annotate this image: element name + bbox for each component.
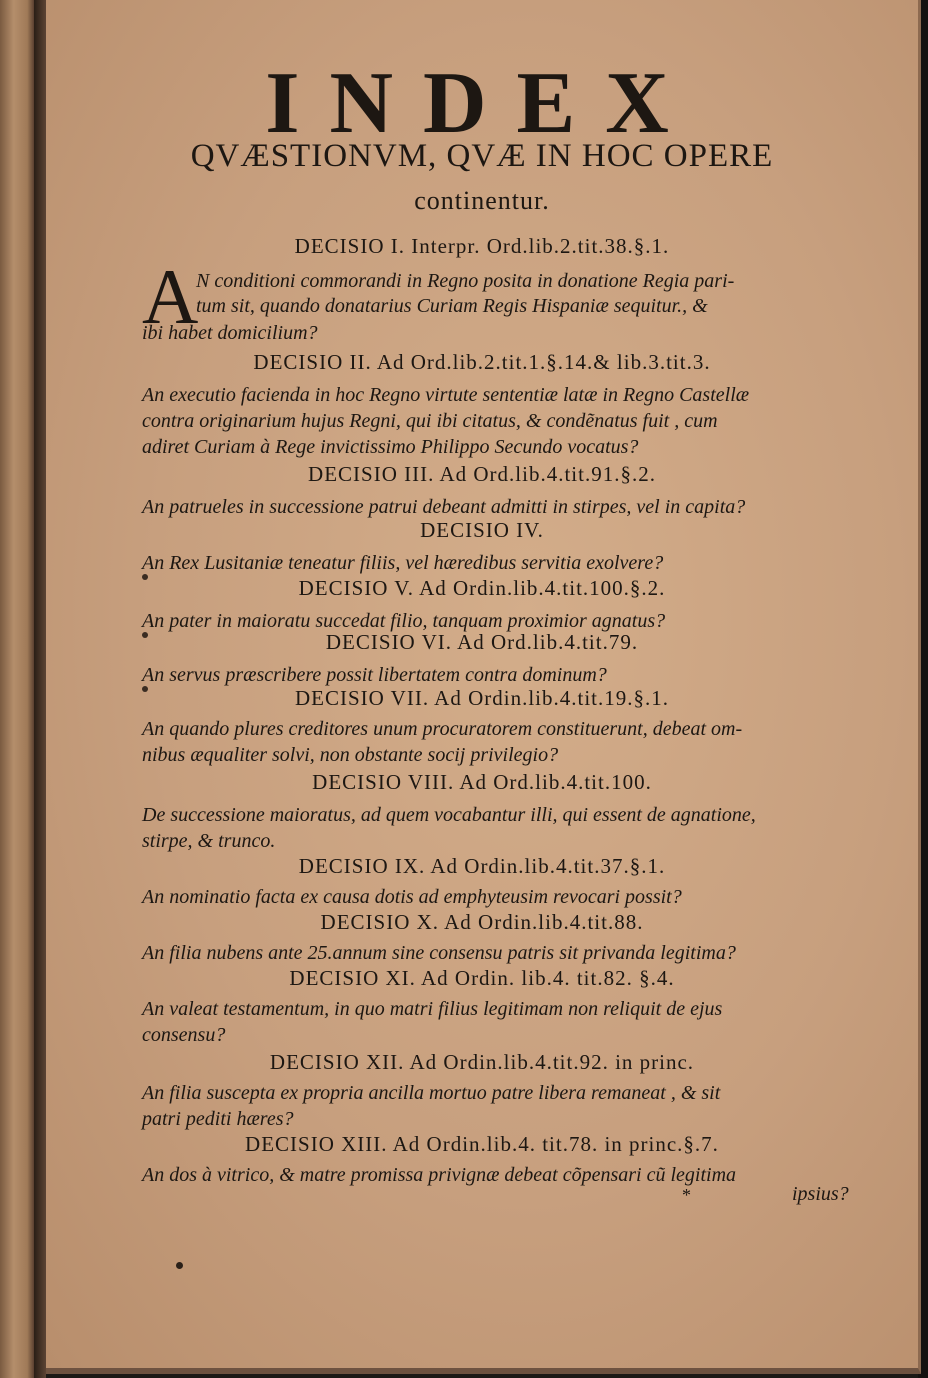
ink-dot bbox=[176, 1262, 183, 1269]
decisio-heading: DECISIO I. Interpr. Ord.lib.2.tit.38.§.1. bbox=[294, 234, 670, 258]
question-line: An quando plures creditores unum procuratorem constituerunt, debeat om- bbox=[142, 718, 743, 740]
page-content bbox=[46, 0, 918, 1368]
facing-page-edge bbox=[0, 0, 34, 1378]
question-line: An filia suscepta ex propria ancilla mortuo patre libera remaneat , & sit bbox=[142, 1082, 721, 1104]
decisio-heading: DECISIO XI. Ad Ordin. lib.4. tit.82. §.4. bbox=[289, 966, 675, 990]
decisio-heading: DECISIO XII. Ad Ordin.lib.4.tit.92. in princ. bbox=[269, 1050, 695, 1074]
question-line: An valeat testamentum, in quo matri filius legitimam non reliquit de ejus bbox=[142, 998, 723, 1020]
catchword: ipsius? bbox=[792, 1183, 849, 1205]
question-line: ibi habet domicilium? bbox=[142, 322, 318, 344]
decisio-heading: DECISIO X. Ad Ordin.lib.4.tit.88. bbox=[320, 910, 644, 934]
decisio-heading: DECISIO IV. bbox=[420, 518, 544, 542]
question-line: stirpe, & trunco. bbox=[142, 830, 276, 852]
book-gutter bbox=[34, 0, 46, 1378]
index-subtitle: QVÆSTIONVM, QVÆ IN HOC OPERE bbox=[190, 138, 774, 174]
decisio-heading: DECISIO VII. Ad Ordin.lib.4.tit.19.§.1. bbox=[294, 686, 670, 710]
ink-dot bbox=[142, 574, 148, 580]
question-line: contra originarium hujus Regni, qui ibi citatus, & condẽnatus fuit , cum bbox=[142, 410, 718, 432]
index-title: INDEX bbox=[265, 55, 699, 152]
signature-mark: * bbox=[682, 1185, 691, 1205]
decisio-heading: DECISIO VIII. Ad Ord.lib.4.tit.100. bbox=[312, 770, 652, 794]
question-line: An nominatio facta ex causa dotis ad emphyteusim revocari possit? bbox=[142, 886, 682, 908]
question-line: patri pediti hæres? bbox=[142, 1108, 294, 1130]
question-line: De successione maioratus, ad quem vocabantur illi, qui essent de agnatione, bbox=[142, 804, 756, 826]
question-line: nibus æqualiter solvi, non obstante socij privilegio? bbox=[142, 744, 559, 766]
decisio-heading: DECISIO VI. Ad Ord.lib.4.tit.79. bbox=[325, 630, 639, 654]
question-line: N conditioni commorandi in Regno posita in donatione Regia pari- bbox=[196, 270, 735, 292]
ink-dot bbox=[142, 686, 148, 692]
question-line: An patrueles in successione patrui debeant admitti in stirpes, vel in capita? bbox=[142, 496, 746, 518]
decisio-heading: DECISIO II. Ad Ord.lib.2.tit.1.§.14.& lib.3.tit.3. bbox=[253, 350, 711, 374]
question-line: consensu? bbox=[142, 1024, 226, 1046]
question-line: An pater in maioratu succedat filio, tanquam proximior agnatus? bbox=[142, 610, 666, 632]
index-subtitle-continued: continentur. bbox=[414, 186, 550, 215]
question-line: An executio facienda in hoc Regno virtute sententiæ latæ in Regno Castellæ bbox=[142, 384, 750, 406]
question-line: An filia nubens ante 25.annum sine consensu patris sit privanda legitima? bbox=[142, 942, 736, 964]
decisio-heading: DECISIO III. Ad Ord.lib.4.tit.91.§.2. bbox=[308, 462, 656, 486]
question-line: adiret Curiam à Rege invictissimo Philippo Secundo vocatus? bbox=[142, 436, 639, 458]
question-line: tum sit, quando donatarius Curiam Regis Hispaniæ sequitur., & bbox=[196, 295, 708, 317]
ink-dot bbox=[142, 632, 148, 638]
book-page bbox=[46, 0, 921, 1374]
decisio-heading: DECISIO XIII. Ad Ordin.lib.4. tit.78. in princ.§.7. bbox=[245, 1132, 719, 1156]
decisio-heading: DECISIO V. Ad Ordin.lib.4.tit.100.§.2. bbox=[298, 576, 666, 600]
question-line: An Rex Lusitaniæ teneatur filiis, vel hæredibus servitia exolvere? bbox=[142, 552, 664, 574]
question-line: An servus præscribere possit libertatem contra dominum? bbox=[142, 664, 607, 686]
drop-cap: A bbox=[142, 253, 199, 340]
question-line: An dos à vitrico, & matre promissa privignæ debeat cõpensari cũ legitima bbox=[142, 1164, 737, 1186]
decisio-heading: DECISIO IX. Ad Ordin.lib.4.tit.37.§.1. bbox=[298, 854, 666, 878]
